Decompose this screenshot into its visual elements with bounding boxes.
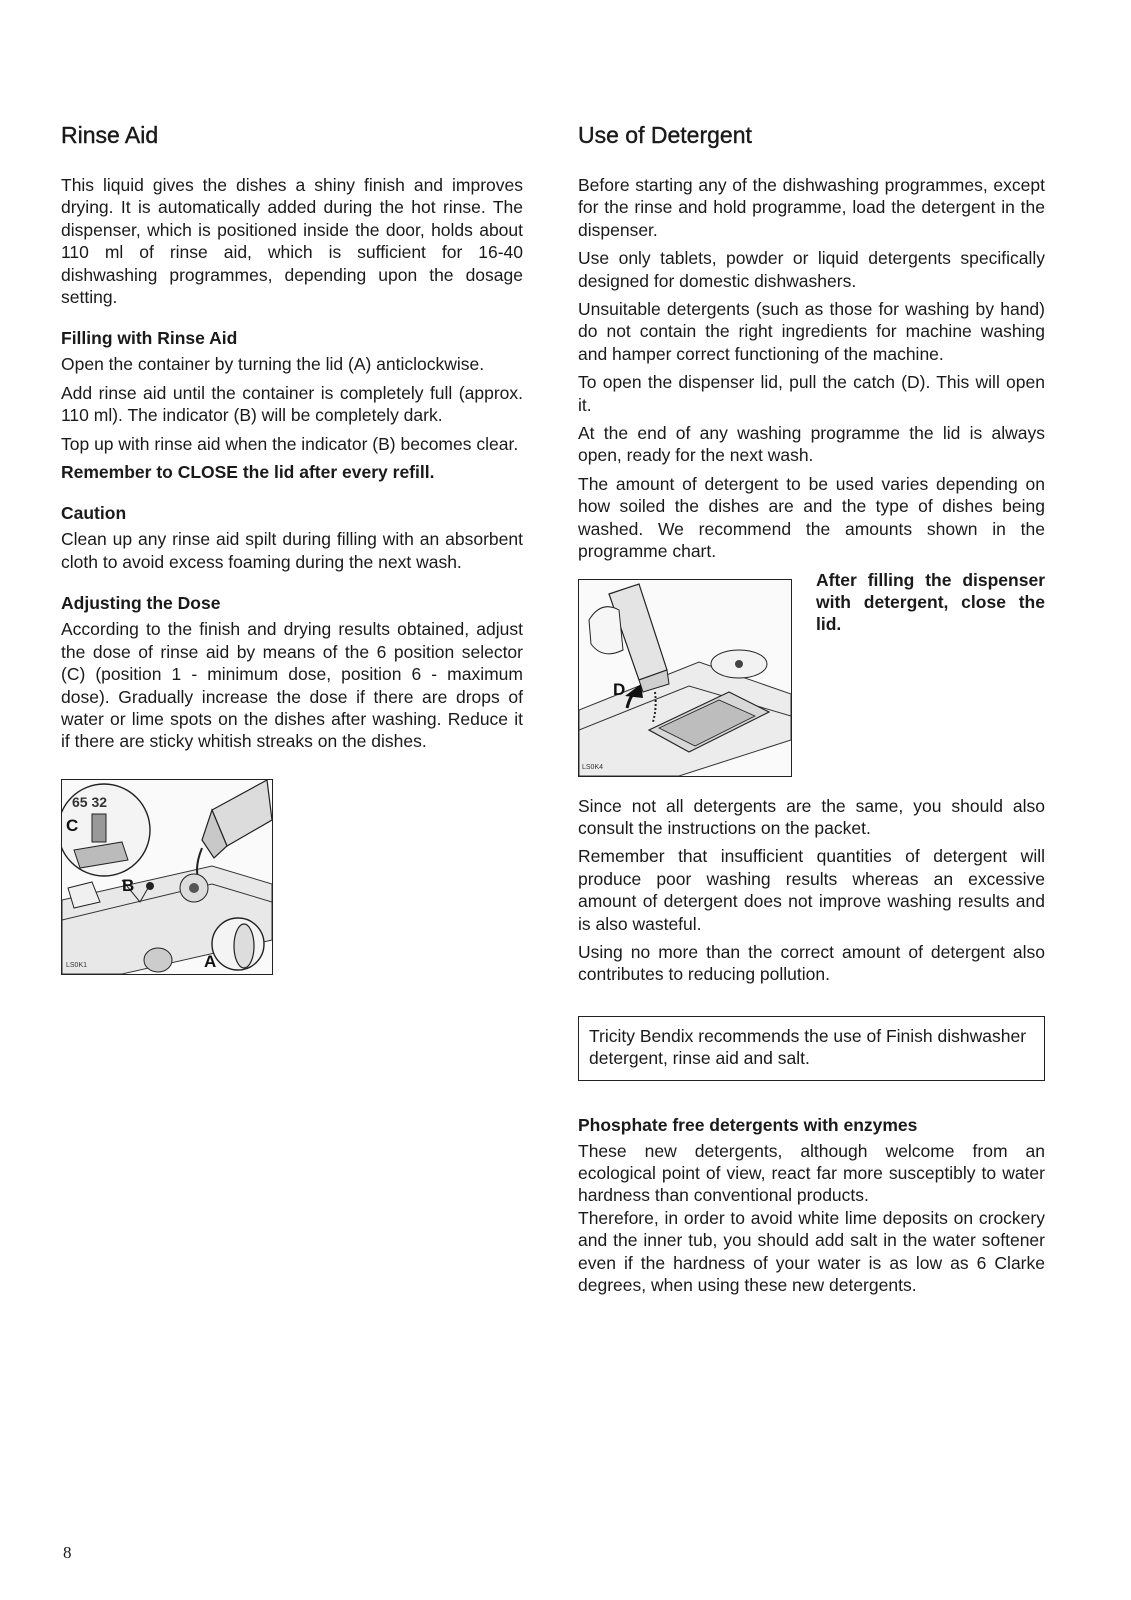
rinse-aid-title: Rinse Aid xyxy=(61,122,159,148)
figure-code: LS0K1 xyxy=(66,961,88,969)
caution-text: Clean up any rinse aid spilt during filling with an absorbent cloth to avoid excess foaming during the next wash. xyxy=(61,529,523,572)
filling-paragraph-1: Open the container by turning the lid (A) anticlockwise. xyxy=(61,354,485,375)
detergent-figure-caption: After filling the dispenser with detergent, close the lid. xyxy=(816,569,1045,635)
filling-reminder: Remember to CLOSE the lid after every refill. xyxy=(61,462,435,483)
detergent-figure-row xyxy=(578,569,1045,777)
filling-paragraph-3: Top up with rinse aid when the indicator (B) becomes clear. xyxy=(61,433,519,454)
label-b: B xyxy=(122,875,135,895)
filling-paragraph-2: Add rinse aid until the container is completely full (approx. 110 ml). The indicator (B) will be completely dark. xyxy=(61,382,523,426)
detergent-paragraph-8: Remember that insufficient quantities of detergent will produce poor washing results whereas an excessive amount of detergent does not improve washing results and is also wasteful. xyxy=(578,846,1045,934)
caution-heading: Caution xyxy=(61,503,127,524)
phosphate-heading: Phosphate free detergents with enzymes xyxy=(578,1114,918,1135)
left-column xyxy=(61,122,523,975)
detergent-dispenser-illustration xyxy=(578,579,792,777)
detergent-paragraph-7: Since not all detergents are the same, you should also consult the instructions on the packet. xyxy=(578,795,1045,838)
detergent-paragraph-4: To open the dispenser lid, pull the catch (D). This will open it. xyxy=(578,372,1045,415)
rinse-aid-intro: This liquid gives the dishes a shiny finish and improves drying. It is automatically added during the hot rinse. The dispenser, which is positioned inside the door, holds about 110 ml of rinse aid, which is sufficient for 16-40 dishwashing programmes, depending upon the dosage setting. xyxy=(61,175,523,308)
detergent-paragraph-3: Unsuitable detergents (such as those for washing by hand) do not contain the right ingredients for machine washing and hamper correct functioning of the machine. xyxy=(578,299,1045,364)
filling-heading: Filling with Rinse Aid xyxy=(61,328,238,349)
adjusting-heading: Adjusting the Dose xyxy=(61,593,221,614)
phosphate-paragraph-1: These new detergents, although welcome from an ecological point of view, react far more susceptibly to water hardness than conventional products. xyxy=(578,1140,1045,1206)
detergent-paragraph-1: Before starting any of the dishwashing programmes, except for the rinse and hold programme, load the detergent in the dispenser. xyxy=(578,175,1045,240)
right-column xyxy=(578,122,1045,1302)
label-d: D xyxy=(613,679,626,699)
recommendation-box xyxy=(578,1016,1045,1081)
label-a: A xyxy=(204,951,217,971)
detergent-paragraph-5: At the end of any washing programme the lid is always open, ready for the next wash. xyxy=(578,423,1045,466)
detergent-figure-code: LS0K4 xyxy=(582,763,604,771)
phosphate-paragraph-2: Therefore, in order to avoid white lime deposits on crockery and the inner tub, you should add salt in the water softener even if the hardness of your water is as low as 6 Clarke degrees, when using these new detergents. xyxy=(578,1207,1045,1295)
dial-digits: 65 32 xyxy=(72,793,108,810)
detergent-paragraph-9: Using no more than the correct amount of detergent also contributes to reducing pollution. xyxy=(578,941,1045,985)
page-number: 8 xyxy=(63,1543,72,1562)
detergent-title: Use of Detergent xyxy=(578,122,752,148)
detergent-dispenser-drawing xyxy=(579,580,791,776)
detergent-paragraph-2: Use only tablets, powder or liquid detergents specifically designed for domestic dishwashers. xyxy=(578,248,1045,291)
rinse-aid-dispenser-illustration xyxy=(61,779,273,975)
label-c: C xyxy=(66,815,79,835)
detergent-paragraph-6: The amount of detergent to be used varies depending on how soiled the dishes are and the type of dishes being washed. We recommend the amounts shown in the programme chart. xyxy=(578,473,1045,562)
recommendation-text: Tricity Bendix recommends the use of Finish dishwasher detergent, rinse aid and salt. xyxy=(589,1025,1027,1069)
adjusting-text: According to the finish and drying results obtained, adjust the dose of rinse aid by means of the 6 position selector (C) (position 1 - minimum dose, position 6 - maximum dose). Gradually increase the dose if there are drops of water or lime spots on the dishes after washing. Reduce it if there are sticky whitish streaks on the dishes. xyxy=(61,619,523,752)
